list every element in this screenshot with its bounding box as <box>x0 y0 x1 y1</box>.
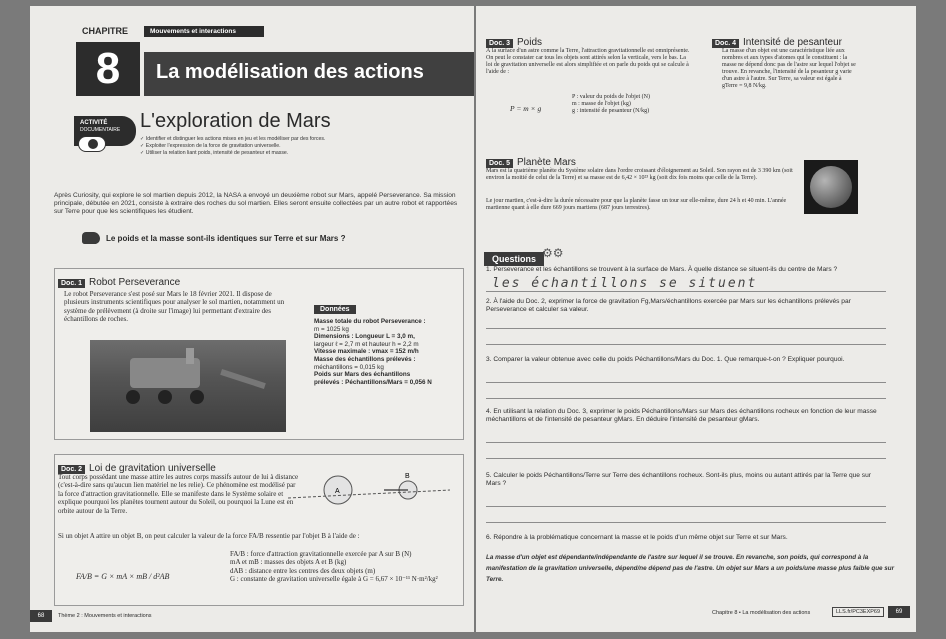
question-2: 2. À l'aide du Doc. 2, exprimer la force de gravitation Fg,Mars/échantillons exercée par Mars sur les échantillons prélevés par Perseverance et calculer sa valeur. <box>486 298 851 313</box>
answer-line[interactable] <box>486 291 886 292</box>
gravitation-diagram <box>280 468 460 518</box>
activity-tag-line2: DOCUMENTAIRE <box>80 127 121 133</box>
data-line: Vitesse maximale : vmax = 152 m/h <box>314 348 419 356</box>
question-icon <box>82 232 100 244</box>
doc5-text1: Mars est la quatrième planète du Système solaire dans l'ordre croissant d'éloignement au Soleil. Son rayon est de 3 390 km (soit environ la moitié de celui de la Terre) et sa masse est de 6,42 × 10²³ kg (soit dix fois moins que celle de la Terre). <box>486 168 793 181</box>
left-page-number: 68 <box>30 610 52 622</box>
legend-line: g : intensité de pesanteur (N/kg) <box>572 108 650 114</box>
legend-line: FA/B : force d'attraction gravitationnelle exercée par A sur B (N) <box>230 550 412 558</box>
data-line: m = 1025 kg <box>314 325 349 333</box>
answer-line[interactable] <box>486 382 886 383</box>
question-4: 4. En utilisant la relation du Doc. 3, exprimer le poids Péchantillons/Mars sur Mars des échantillons rocheux en fonction de leur masse méchantillons et de l'intensité de pesanteur gMars. En déduire l'intensité de pesanteur gMars. <box>486 408 877 423</box>
problem-question: Le poids et la masse sont-ils identiques sur Terre et sur Mars ? <box>106 234 346 243</box>
label-a: A <box>335 488 340 495</box>
legend-line: dAB : distance entre les centres des deux objets (m) <box>230 566 376 575</box>
legend-line: m : masse de l'objet (kg) <box>572 101 631 107</box>
weight-formula: P = m × g <box>510 104 542 113</box>
chapter-number: 8 <box>76 42 140 96</box>
right-footer-link[interactable]: LLS.fr/PC3EXP69 <box>832 607 884 617</box>
doc1-badge: Doc. 1 <box>58 279 85 288</box>
activity-intro: Après Curiosity, qui explore le sol martien depuis 2012, la NASA a envoyé un deuxième robot sur Mars, appelé Perseverance. Sa mission principale, débutée en 2021, consiste à extraire des roches du sol martien. Elles seront ensuite collectées par un autre robot et rapportées sur Terre pour que les scientifiques les étudient. <box>54 192 458 216</box>
mars-photo <box>804 160 858 214</box>
answer-6-text: La masse d'un objet est dépendante/indépendante de l'astre sur lequel il se trouve. En revanche, son poids, qui correspond à la manifestation de la gravitation universelle, dépend/ne dépend pas de l'astre. Un objet sur Mars a un poids/une masse plus faible que sur Terre. <box>486 554 895 583</box>
activity-tag-line1: ACTIVITÉ <box>80 120 108 126</box>
doc4-badge: Doc. 4 <box>712 39 739 48</box>
doc2-legend <box>230 550 460 584</box>
questions-title: Questions <box>484 252 544 266</box>
answer-line[interactable] <box>486 442 886 443</box>
doc4-title: Intensité de pesanteur <box>743 37 842 48</box>
left-page <box>30 6 474 632</box>
rover-arm <box>220 369 266 389</box>
doc5-title: Planète Mars <box>517 157 576 168</box>
doc3-badge: Doc. 3 <box>486 39 513 48</box>
right-footer-text: Chapitre 8 • La modélisation des actions <box>712 610 811 616</box>
legend-line: P : valeur du poids de l'objet (N) <box>572 94 651 100</box>
doc1-text: Le robot Perseverance s'est posé sur Mars le 18 février 2021. Il dispose de plusieurs instruments scientifiques pour analyser le sol martien, notamment un système de prélèvement (à droite sur l'image) lui permettant d'extraire des échantillons de roches. <box>64 290 285 324</box>
data-line: prélevés : Péchantillons/Mars = 0,056 N <box>314 378 432 386</box>
rover-photo <box>90 340 286 432</box>
data-line: Dimensions : Longueur L = 3,0 m, <box>314 333 415 341</box>
objective-item: ✓ Exploiter l'expression de la force de gravitation universelle. <box>140 143 281 149</box>
doc4-text: La masse d'un objet est une caractéristique liée aux nombres et aux types d'atomes qui le constituent : la masse ne dépend donc pas de l'astre sur lequel l'objet se trouve. En revanche, l'intensité de la pesanteur g varie d'un astre à l'autre. Sur Terre, sa valeur est égale à gTerre = 9,8 N/kg. <box>722 48 856 89</box>
mars-globe <box>810 166 852 208</box>
question-3: 3. Comparer la valeur obtenue avec celle du poids Péchantillons/Mars du Doc. 1. Que remarque-t-on ? Expliquer pourquoi. <box>486 356 845 363</box>
doc3-legend <box>572 94 692 115</box>
chapter-title: La modélisation des actions <box>156 61 424 83</box>
activity-logo-dot <box>88 139 98 149</box>
chapter-word: CHAPITRE <box>82 26 129 36</box>
data-line: Masse totale du robot Perseverance : <box>314 318 426 325</box>
activity-logo-pill <box>78 136 106 152</box>
doc1-data <box>314 318 464 386</box>
data-line: largeur ℓ = 2,7 m et hauteur h = 2,2 m <box>314 340 419 348</box>
gravitation-formula: FA/B = G × mA × mB / d²AB <box>76 572 170 581</box>
doc2-text1: Tout corps possédant une masse attire les autres corps massifs autour de lui à distance (c'est-à-dire sans qu'aucun lien matériel ne les relie). Ce phénomène est modélisé par la force d'attraction gravitationnelle. Elle se manifeste dans le Système solaire et explique pourquoi les planètes tournent autour du Soleil, ou pourquoi la Lune est en orbite autour de la Terre. <box>58 473 299 515</box>
answer-line[interactable] <box>486 344 886 345</box>
left-footer-theme: Thème 2 : Mouvements et interactions <box>58 613 152 619</box>
legend-line: G : constante de gravitation universelle égale à G = 6,67 × 10⁻¹¹ N·m²/kg² <box>230 575 438 584</box>
question-5: 5. Calculer le poids Péchantillons/Terre sur Terre des échantillons rocheux. Sont-ils plus, moins ou autant attirés par la Terre que sur Mars ? <box>486 472 871 487</box>
rover-wheel <box>158 390 172 404</box>
data-line: Poids sur Mars des échantillons <box>314 371 411 379</box>
doc3-title: Poids <box>517 37 543 48</box>
right-page-number: 69 <box>888 606 910 618</box>
doc5-text2: Le jour martien, c'est-à-dire la durée nécessaire pour que la planète fasse un tour sur elle-même, dure 24 h et 40 min. L'année martienne quant à elle dure 669 jours martiens (687 jours terrestres). <box>486 198 787 211</box>
objectives-list <box>140 136 460 157</box>
doc2-text2: Si un objet A attire un objet B, on peut calculer la valeur de la force FA/B ressentie par l'objet B à l'aide de : <box>58 532 360 540</box>
question-6: 6. Répondre à la problématique concernant la masse et le poids d'un même objet sur Terre et sur Mars. <box>486 534 788 541</box>
answer-line[interactable] <box>486 458 886 459</box>
answer-line[interactable] <box>486 506 886 507</box>
data-line: méchantillons = 0,015 kg <box>314 363 384 371</box>
label-b: B <box>405 473 410 480</box>
answer-line[interactable] <box>486 398 886 399</box>
doc1-title: Robot Perseverance <box>89 277 181 288</box>
doc3-text: À la surface d'un astre comme la Terre, l'attraction gravitationnelle est omniprésente. On peut le constater car tous les objets sont attirés selon la verticale, vers le bas. La loi de gravitation universelle est alors simplifiée et on parle du poids qui se calcule à l'aide de : <box>486 48 690 75</box>
rover-mast <box>186 348 194 364</box>
answer-line[interactable] <box>486 328 886 329</box>
doc5-badge: Doc. 5 <box>486 159 513 168</box>
chapter-theme: Mouvements et interactions <box>144 26 264 37</box>
legend-line: mA et mB : masses des objets A et B (kg) <box>230 558 347 567</box>
centers-line <box>288 490 450 498</box>
question-1: 1. Perseverance et les échantillons se trouvent à la surface de Mars. À quelle distance se situent-ils du centre de Mars ? <box>486 266 838 273</box>
doc1-header <box>58 272 180 290</box>
activity-title: L'exploration de Mars <box>140 110 331 132</box>
donnees-label: Données <box>314 305 356 314</box>
data-line: Masse des échantillons prélevés : <box>314 355 416 363</box>
doc2-badge: Doc. 2 <box>58 465 85 474</box>
rover-wheel <box>126 390 140 404</box>
objective-item: ✓ Utiliser la relation liant poids, intensité de pesanteur et masse. <box>140 150 289 156</box>
handwritten-answer-1: les échantillons se situent <box>492 276 758 291</box>
gears-icon: ⚙⚙ <box>542 246 564 260</box>
doc2-title: Loi de gravitation universelle <box>89 463 216 474</box>
answer-line[interactable] <box>486 522 886 523</box>
right-page <box>476 6 916 632</box>
objective-item: ✓ Identifier et distinguer les actions mises en jeu et les modéliser par des forces. <box>140 136 326 142</box>
rover-wheel <box>190 390 204 404</box>
